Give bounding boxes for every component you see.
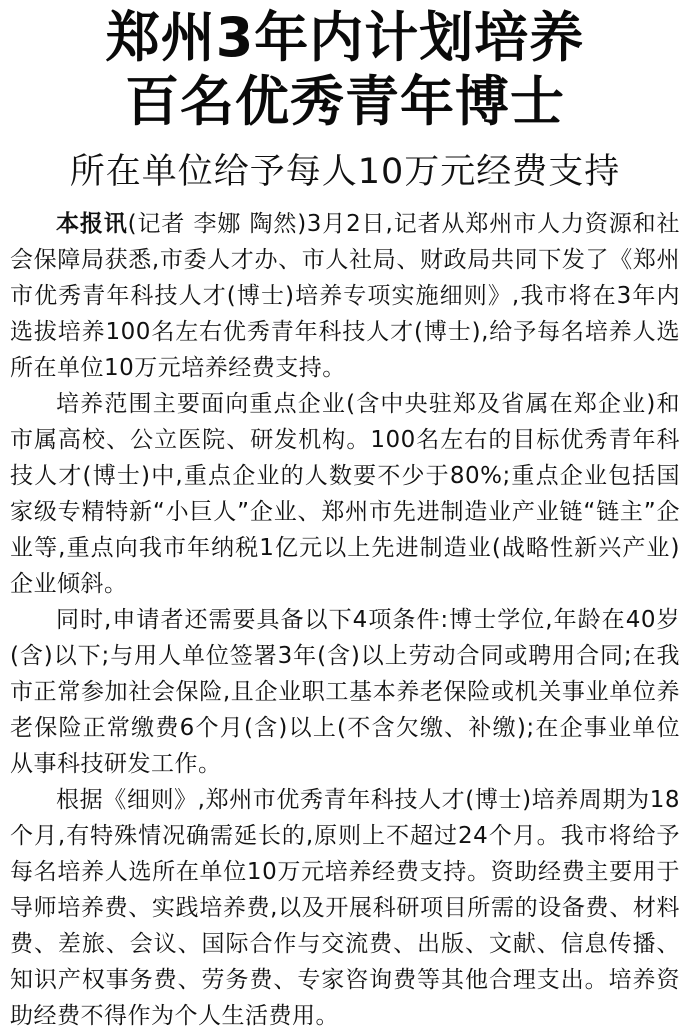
paragraph-1-text: 3月2日,记者从郑州市人力资源和社会保障局获悉,市委人才办、市人社局、财政局共同下发了《郑州市优秀青年科技人才(博士)培养专项实施细则》,我市将在3年内选拔培养100名左右优秀青年科技人才(博士),给予每名培养人选所在单位10万元培养经费支持。 — [10, 211, 681, 381]
headline-line-2: 百名优秀青年博士 — [125, 70, 565, 133]
article-body — [10, 206, 680, 1034]
byline-reporters: (记者 李娜 陶然) — [127, 211, 307, 237]
subheadline: 所在单位给予每人10万元经费支持 — [69, 152, 621, 192]
headline-line-1: 郑州3年内计划培养 — [105, 6, 585, 69]
paragraph-3: 同时,申请者还需要具备以下4项条件:博士学位,年龄在40岁(含)以下;与用人单位签署3年(含)以上劳动合同或聘用合同;在我市正常参加社会保险,且企业职工基本养老保险或机关事业单位养老保险正常缴费6个月(含)以上(不含欠缴、补缴);在企事业单位从事科技研发工作。 — [10, 607, 680, 777]
byline-lead: 本报讯 — [56, 211, 128, 237]
paragraph-2: 培养范围主要面向重点企业(含中央驻郑及省属在郑企业)和市属高校、公立医院、研发机构。100名左右的目标优秀青年科技人才(博士)中,重点企业的人数要不少于80%;重点企业包括国家级专精特新“小巨人”企业、郑州市先进制造业产业链“链主”企业等,重点向我市年纳税1亿元以上先进制造业(战略性新兴产业)企业倾斜。 — [10, 391, 680, 597]
headline — [10, 0, 680, 134]
paragraph-4: 根据《细则》,郑州市优秀青年科技人才(博士)培养周期为18个月,有特殊情况确需延长的,原则上不超过24个月。我市将给予每名培养人选所在单位10万元培养经费支持。资助经费主要用于导师培养费、实践培养费,以及开展科研项目所需的设备费、材料费、差旅、会议、国际合作与交流费、出版、文献、信息传播、知识产权事务费、劳务费、专家咨询费等其他合理支出。培养资助经费不得作为个人生活费用。 — [10, 787, 680, 1029]
paragraph-1 — [10, 206, 680, 386]
